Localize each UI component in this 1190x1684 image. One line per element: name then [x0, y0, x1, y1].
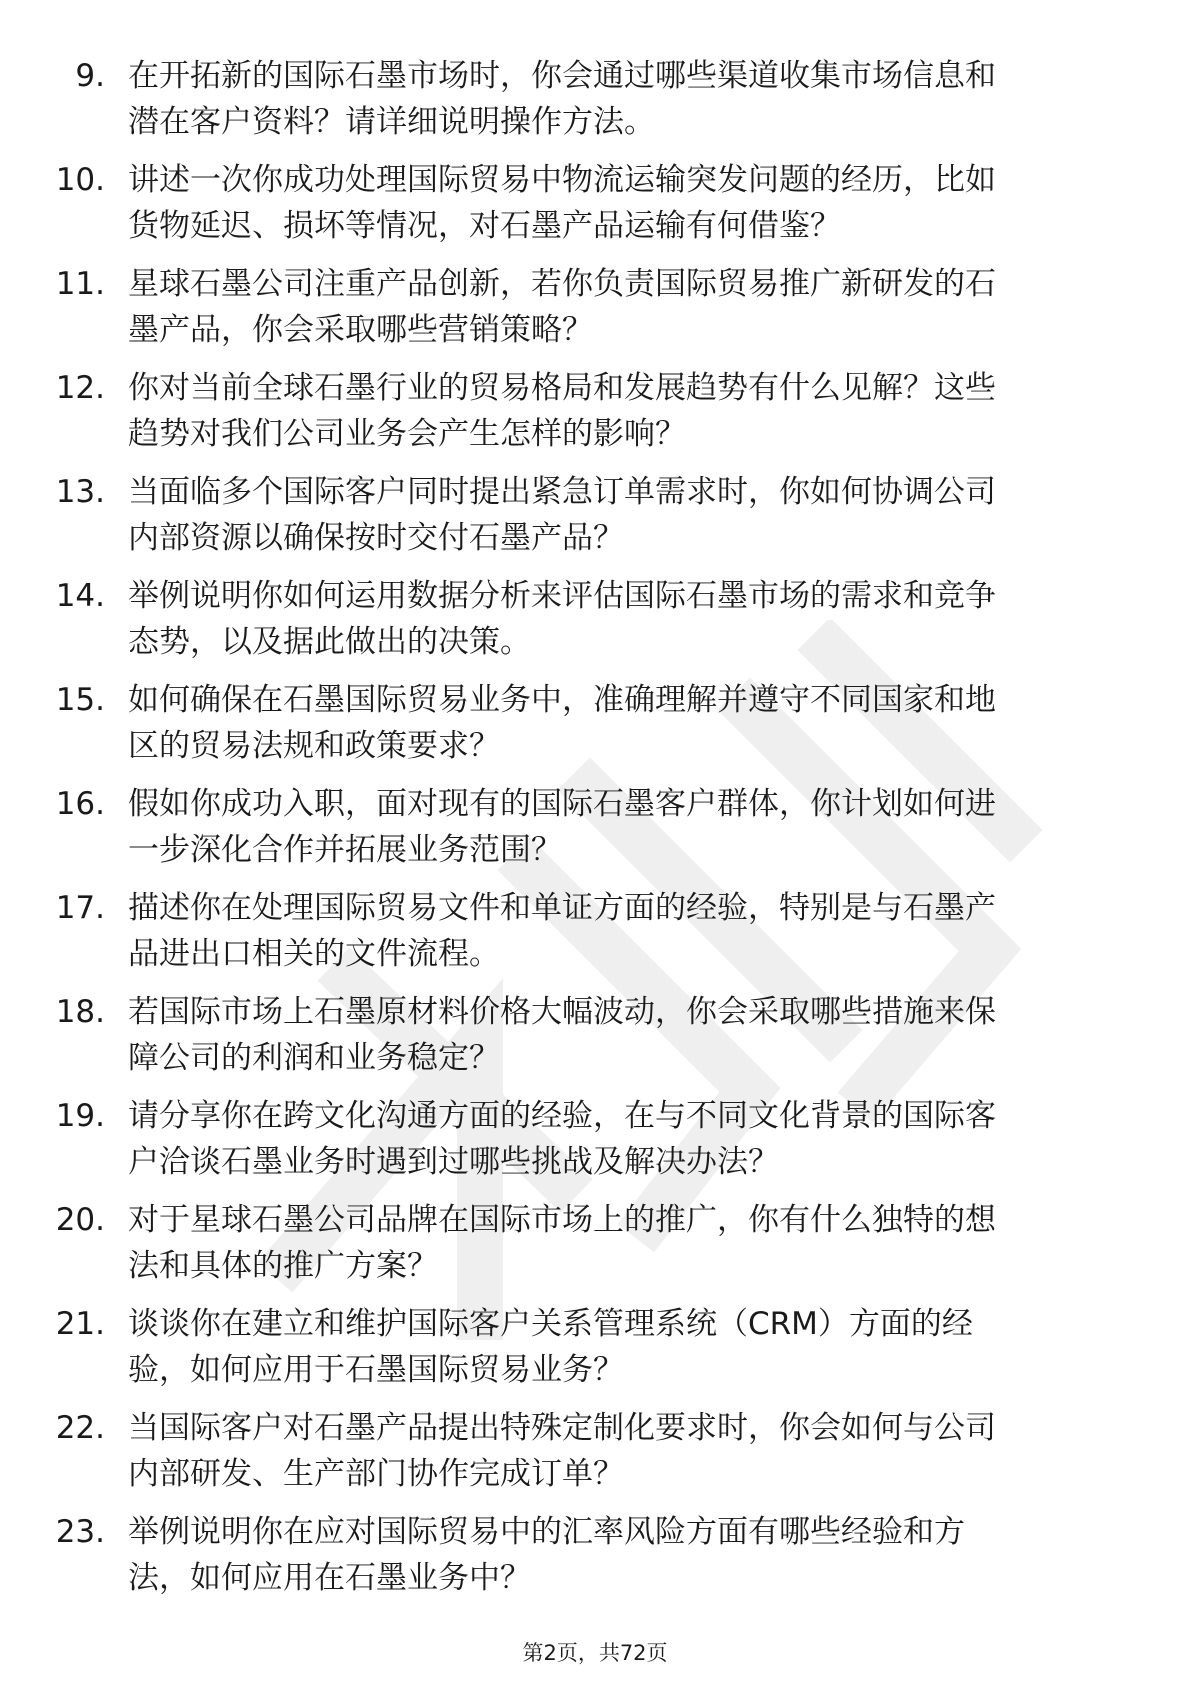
- question-text-line: 假如你成功入职，面对现有的国际石墨客户群体，你计划如何进: [128, 786, 996, 822]
- question-text-line: 墨产品，你会采取哪些营销策略？: [128, 312, 593, 348]
- question-text-line: 货物延迟、损坏等情况，对石墨产品运输有何借鉴？: [128, 208, 841, 244]
- question-text-line: 态势，以及据此做出的决策。: [128, 624, 531, 660]
- question-item: [0, 780, 1190, 884]
- question-item: [0, 676, 1190, 780]
- question-item: [0, 988, 1190, 1092]
- question-text-line: 趋势对我们公司业务会产生怎样的影响？: [128, 416, 686, 452]
- question-text-line: 内部资源以确保按时交付石墨产品？: [128, 520, 624, 556]
- question-text-line: 谈谈你在建立和维护国际客户关系管理系统（CRM）方面的经: [128, 1306, 973, 1342]
- question-text-line: 在开拓新的国际石墨市场时，你会通过哪些渠道收集市场信息和: [128, 58, 996, 94]
- question-item: [0, 884, 1190, 988]
- question-number: 11.: [55, 266, 105, 302]
- question-text-line: 验，如何应用于石墨国际贸易业务？: [128, 1352, 624, 1388]
- question-text-line: 对于星球石墨公司品牌在国际市场上的推广，你有什么独特的想: [128, 1202, 996, 1238]
- question-text-line: 法，如何应用在石墨业务中？: [128, 1560, 531, 1596]
- question-text-line: 若国际市场上石墨原材料价格大幅波动，你会采取哪些措施来保: [128, 994, 996, 1030]
- question-number: 22.: [55, 1410, 105, 1446]
- question-number: 17.: [55, 890, 105, 926]
- question-item: [0, 572, 1190, 676]
- question-text-line: 户洽谈石墨业务时遇到过哪些挑战及解决办法？: [128, 1144, 779, 1180]
- question-item: [0, 468, 1190, 572]
- question-number: 21.: [55, 1306, 105, 1342]
- question-text-line: 品进出口相关的文件流程。: [128, 936, 500, 972]
- question-item: [0, 364, 1190, 468]
- question-text-line: 请分享你在跨文化沟通方面的经验，在与不同文化背景的国际客: [128, 1098, 996, 1134]
- question-number: 15.: [55, 682, 105, 718]
- question-text-line: 当面临多个国际客户同时提出紧急订单需求时，你如何协调公司: [128, 474, 996, 510]
- question-item: [0, 52, 1190, 156]
- question-item: [0, 156, 1190, 260]
- question-item: [0, 1404, 1190, 1508]
- page-number-footer: 第2页，共72页: [522, 1641, 668, 1665]
- question-text-line: 星球石墨公司注重产品创新，若你负责国际贸易推广新研发的石: [128, 266, 996, 302]
- question-list: [0, 52, 1190, 1612]
- question-number: 23.: [55, 1514, 105, 1550]
- question-text-line: 区的贸易法规和政策要求？: [128, 728, 500, 764]
- question-text-line: 你对当前全球石墨行业的贸易格局和发展趋势有什么见解？这些: [128, 370, 996, 406]
- question-item: [0, 1092, 1190, 1196]
- question-text-line: 障公司的利润和业务稳定？: [128, 1040, 500, 1076]
- question-text-line: 讲述一次你成功处理国际贸易中物流运输突发问题的经历，比如: [128, 162, 996, 198]
- question-item: [0, 1196, 1190, 1300]
- question-item: [0, 1508, 1190, 1612]
- question-text-line: 描述你在处理国际贸易文件和单证方面的经验，特别是与石墨产: [128, 890, 996, 926]
- question-text-line: 举例说明你在应对国际贸易中的汇率风险方面有哪些经验和方: [128, 1514, 965, 1550]
- question-number: 18.: [55, 994, 105, 1030]
- question-text-line: 潜在客户资料？请详细说明操作方法。: [128, 104, 655, 140]
- question-item: [0, 260, 1190, 364]
- question-number: 13.: [55, 474, 105, 510]
- question-text-line: 内部研发、生产部门协作完成订单？: [128, 1456, 624, 1492]
- question-number: 10.: [55, 162, 105, 198]
- question-text-line: 如何确保在石墨国际贸易业务中，准确理解并遵守不同国家和地: [128, 682, 996, 718]
- question-text-line: 法和具体的推广方案？: [128, 1248, 438, 1284]
- question-number: 9.: [75, 58, 105, 94]
- question-number: 16.: [55, 786, 105, 822]
- question-number: 19.: [55, 1098, 105, 1134]
- question-text-line: 当国际客户对石墨产品提出特殊定制化要求时，你会如何与公司: [128, 1410, 996, 1446]
- question-number: 14.: [55, 578, 105, 614]
- question-number: 12.: [55, 370, 105, 406]
- question-text-line: 举例说明你如何运用数据分析来评估国际石墨市场的需求和竞争: [128, 578, 996, 614]
- question-item: [0, 1300, 1190, 1404]
- question-text-line: 一步深化合作并拓展业务范围？: [128, 832, 562, 868]
- question-number: 20.: [55, 1202, 105, 1238]
